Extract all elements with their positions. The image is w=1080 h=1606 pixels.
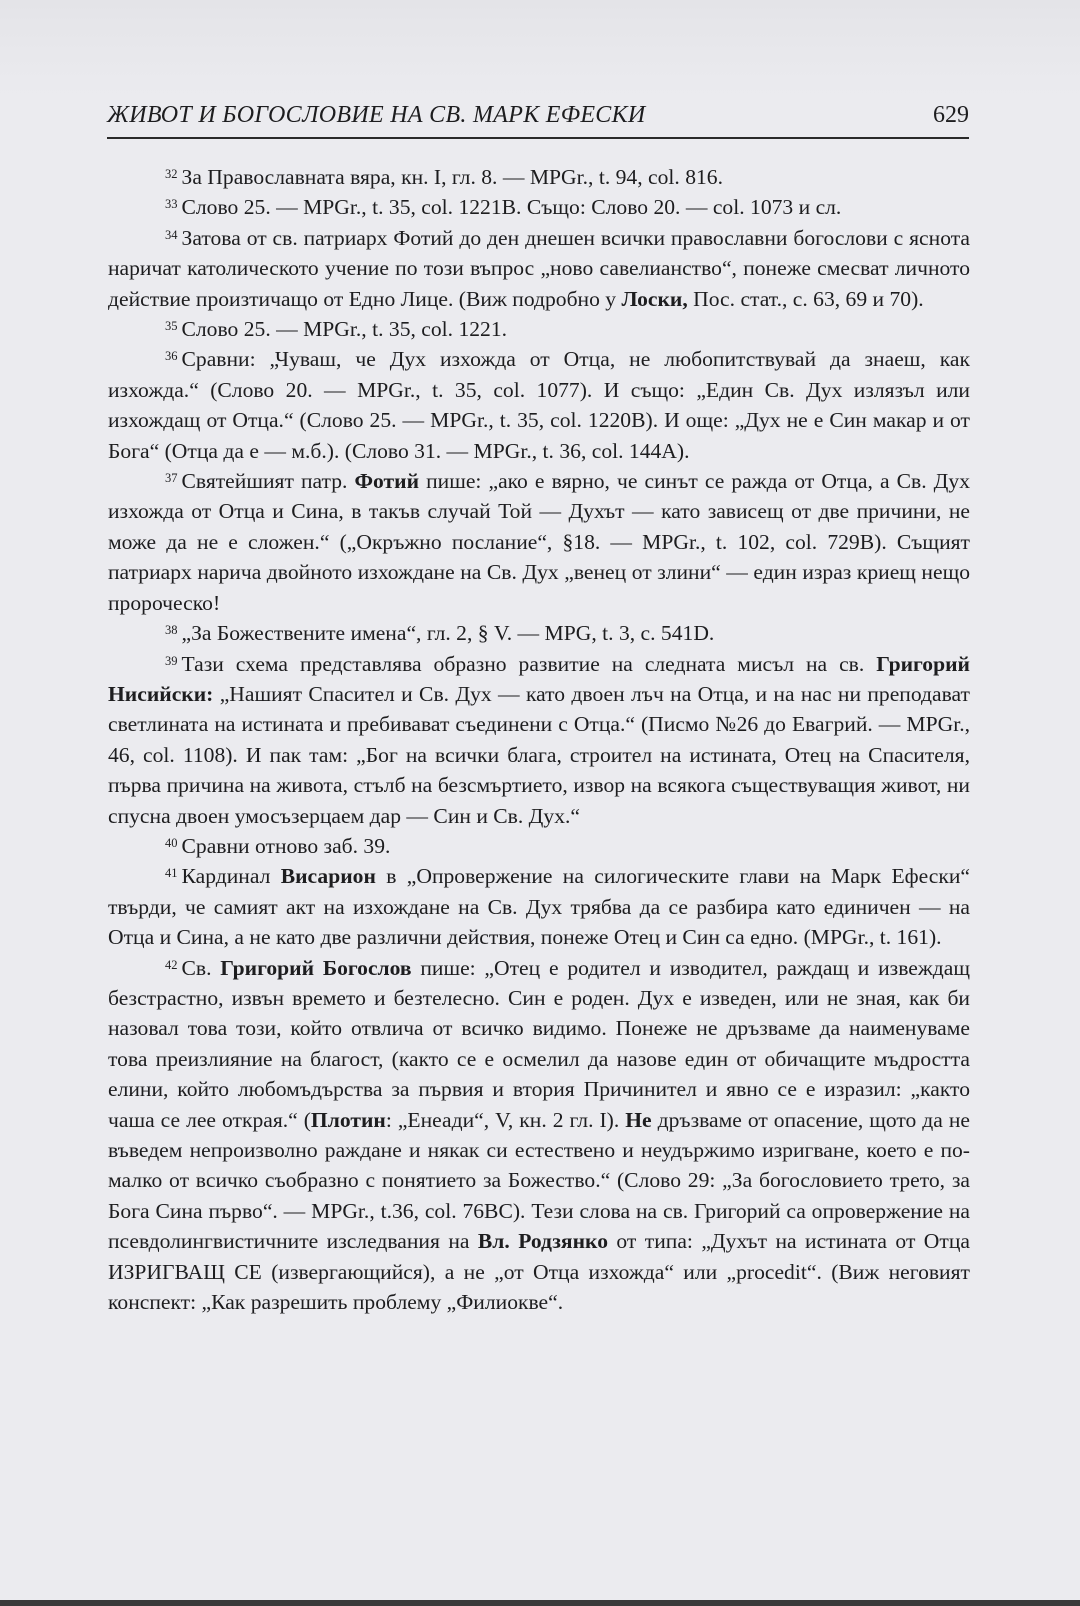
author-name: Григорий Нисийски: xyxy=(108,651,970,706)
footnote-text: Сравни отново заб. 39. xyxy=(181,833,391,858)
scan-edge xyxy=(0,1600,1080,1606)
footnote-text: Тази схема представлява образно развитие на следната мисъл на св. xyxy=(181,651,877,676)
footnote-37 xyxy=(108,466,970,618)
footnote-40 xyxy=(108,831,970,861)
footnote-number: 39 xyxy=(165,653,178,668)
footnote-text: Св. xyxy=(181,955,221,980)
author-name: Висарион xyxy=(280,864,376,889)
footnote-39 xyxy=(108,649,970,831)
footnote-text: дръзваме от опасение, щото да не въведем непроизволно раждане и някак си естествено и неудържимо изригване, което е по-малко от всичко съобразно с понятието за Божество.“ (Слово 29: „За богословието трето, за Бога Сина първо“. — MPGr., t.36, col. 76BC). Тези слова на св. Григорий са опровержение на псевдолингвистичните изследвания на xyxy=(108,1107,970,1254)
footnote-text: „Нашият Спасител и Св. Дух — като двоен лъч на Отца, и на нас ни преподават светлината на истината и пребивават съединени с Отца.“ (Писмо №26 до Евагрий. — MPGr., 46, col. 1108). И пак там: „Бог на всички блага, строител на истината, Отец на Спасителя, първа причина на живота, стълб на безсмъртието, извор на всякога съществуващия живот, ни спусна двоен умосъзерцаем дар — Син и Св. Дух.“ xyxy=(108,681,970,828)
footnote-text: : „Енеади“, V, кн. 2 гл. I). xyxy=(385,1107,626,1132)
footnote-text: Пос. стат., с. 63, 69 и 70). xyxy=(687,286,924,311)
footnote-text: пише: „Отец е родител и изводител, раждащ и извеждащ безстрастно, извън времето и безтелесно. Син е роден. Дух е изведен, или не зная, как би назовал това този, който отвлича от всичко видимо. Понеже не дръзваме да наименуваме това преизлияние на благост, (както се е осмелил да назове един от обичащите мъдростта елини, който любомъдърства за първия и втория Причинител и явно се е изразил: „както чаша се лее открая.“ ( xyxy=(108,955,970,1132)
page-header xyxy=(107,100,969,136)
footnote-number: 38 xyxy=(165,623,178,638)
footnote-number: 40 xyxy=(165,835,178,850)
footnote-text: в „Опровержение на силогическите глави на Марк Ефески“ твърди, че самият акт на изхождане на Св. Дух трябва да се разбира като единичен — на Отца и Сина, а не като две различни действия, понеже Отец и Син са едно. (MPGr., t. 161). xyxy=(108,864,970,950)
footnote-number: 36 xyxy=(165,349,178,364)
author-name: Лоски, xyxy=(621,286,688,311)
footnote-text: от типа: „Духът на истината от Отца ИЗРИГВАЩ СЕ (извергающийся), а не „от Отца изхожда“ или „procedit“. (Виж неговият конспект: „Как разрешить проблему „Филиокве“. xyxy=(108,1229,970,1315)
author-name: Григорий Богослов xyxy=(220,955,412,980)
footnotes xyxy=(108,162,970,1317)
footnote-42 xyxy=(108,953,970,1318)
running-title: ЖИВОТ И БОГОСЛОВИЕ НА СВ. МАРК ЕФЕСКИ xyxy=(107,102,646,128)
footnote-number: 35 xyxy=(165,319,178,334)
footnote-36 xyxy=(108,344,970,466)
footnote-text: Слово 25. — MPGr., t. 35, col. 1221B. Също: Слово 20. — col. 1073 и сл. xyxy=(181,195,842,220)
author-name: Фотий xyxy=(354,469,420,494)
footnote-32 xyxy=(108,162,970,192)
footnote-text: Затова от св. патриарх Фотий до ден днешен всички православни богослови с яснота наричат католическото учение по този въпрос „ново савелианство“, понеже смесват личното действие произтичащо от Едно Лице. (Виж подробно у xyxy=(108,225,970,311)
footnote-34 xyxy=(108,223,970,314)
footnote-number: 34 xyxy=(165,227,178,242)
author-name: Плотин xyxy=(310,1107,386,1132)
footnote-text: Сравни: „Чуваш, че Дух изхожда от Отца, не любопитствувай да знаеш, как изхожда.“ (Слово 20. — MPGr., t. 35, col. 1077). И също: „Един Св. Дух излязъл или изхождащ от Отца.“ (Слово 25. — MPGr., t. 35, col. 1220B). И още: „Дух не е Син макар и от Бога“ (Отца да е — м.б.). (Слово 31. — MPGr., t. 36, col. 144A). xyxy=(108,347,970,463)
author-name: Вл. Родзянко xyxy=(477,1229,608,1254)
footnote-text: Кардинал xyxy=(181,864,281,889)
emphasis-word: Не xyxy=(625,1107,652,1132)
footnote-text: Святейшият патр. xyxy=(181,469,355,494)
header-rule xyxy=(107,137,969,139)
footnote-number: 37 xyxy=(165,471,178,486)
footnote-text: За Православната вяра, кн. I, гл. 8. — MPGr., t. 94, col. 816. xyxy=(181,165,723,189)
footnote-35 xyxy=(108,314,970,344)
footnote-text: пише: „ако е вярно, че синът се ражда от Отца, а Св. Дух изхожда от Отца и Сина, в такъв случай Той — Духът — като зависещ от две причини, не може да не е сложен.“ („Окръжно послание“, §18. — MPGr., t. 102, col. 729B). Същият патриарх нарича двойното изхождане на Св. Дух „венец от злини“ — един израз криещ нещо пророческо! xyxy=(108,469,970,615)
footnote-38 xyxy=(108,618,970,648)
footnote-number: 33 xyxy=(165,197,178,212)
footnote-41 xyxy=(108,861,970,952)
page-number: 629 xyxy=(933,102,969,128)
footnote-number: 42 xyxy=(165,957,178,972)
footnote-text: „За Божествените имена“, гл. 2, § V. — MPG, t. 3, c. 541D. xyxy=(181,621,715,646)
footnote-33 xyxy=(108,192,970,222)
footnote-number: 41 xyxy=(165,866,178,881)
footnote-number: 32 xyxy=(165,167,178,181)
footnote-text: Слово 25. — MPGr., t. 35, col. 1221. xyxy=(181,317,508,342)
